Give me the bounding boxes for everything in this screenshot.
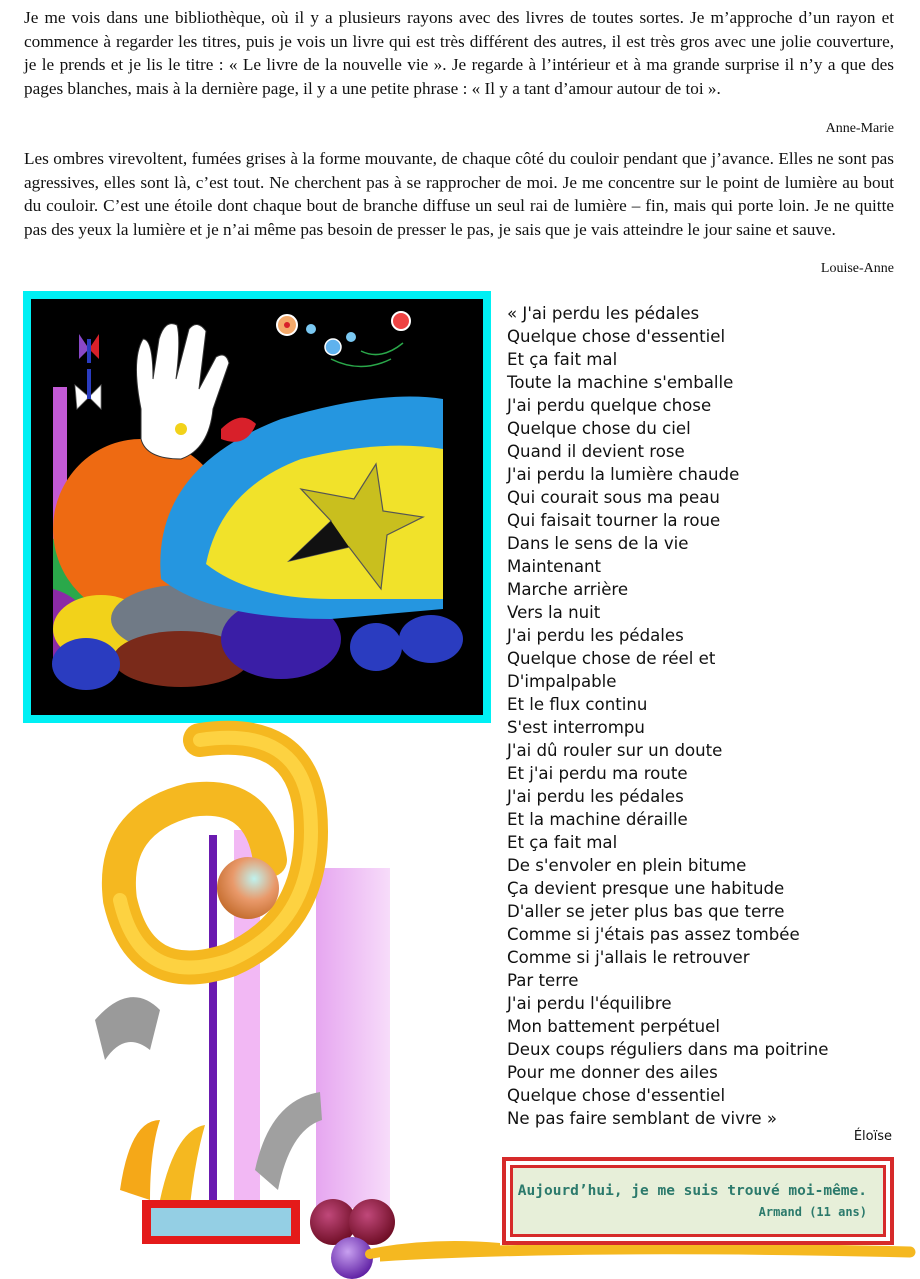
poem-line: Et ça fait mal bbox=[507, 833, 618, 852]
poem-line: J'ai perdu les pédales bbox=[507, 787, 684, 806]
prose-author-1: Anne-Marie bbox=[825, 121, 894, 136]
poem-line: Toute la machine s'emballe bbox=[507, 373, 734, 392]
poem-line: Et ça fait mal bbox=[507, 350, 618, 369]
poem-line: De s'envoler en plein bitume bbox=[507, 856, 747, 875]
poem-line: Et le flux continu bbox=[507, 695, 648, 714]
purple-rod bbox=[209, 835, 217, 1215]
quote-box bbox=[502, 1157, 894, 1245]
poem-line: Qui faisait tourner la roue bbox=[507, 511, 721, 530]
artwork-frame bbox=[23, 291, 491, 723]
quote-text: Aujourd’hui, je me suis trouvé moi-même. bbox=[517, 1183, 867, 1199]
poem-line: « J'ai perdu les pédales bbox=[507, 304, 700, 323]
poem-line: D'impalpable bbox=[507, 672, 617, 691]
painting-image bbox=[31, 299, 483, 715]
poem-line: J'ai perdu la lumière chaude bbox=[507, 465, 740, 484]
prose-paragraph-2: Les ombres virevoltent, fumées grises à la forme mouvante, de chaque côté du couloir pendant que j’avance. Elles ne sont pas agressives, elles sont là, c’est tout. Ne cherchent pas à se rapprocher de moi. Je me concentre sur le point de lumière au bout du couloir. C’est une étoile dont chaque bout de branche diffuse un seul rai de lumière – fin, mais qui porte loin. Je ne quitte pas des yeux la lumière et je n’ai même pas besoin de presser le pas, je sais que je vais atteindre le jour saine et sauve. bbox=[24, 149, 894, 239]
poem-line: Ne pas faire semblant de vivre » bbox=[507, 1109, 778, 1128]
poem-line: Quand il devient rose bbox=[507, 442, 685, 461]
poem-line: Quelque chose d'essentiel bbox=[507, 1086, 726, 1105]
purple-sphere bbox=[331, 1237, 373, 1279]
grey-ribbon-right bbox=[255, 1092, 322, 1190]
poem-author: Éloïse bbox=[853, 1129, 892, 1144]
poem-line: Quelque chose de réel et bbox=[507, 649, 716, 668]
poem-line: Qui courait sous ma peau bbox=[507, 488, 720, 507]
poem-line: Et la machine déraille bbox=[507, 810, 688, 829]
pink-pillar-right bbox=[316, 868, 390, 1208]
poem-line: Dans le sens de la vie bbox=[507, 534, 689, 553]
poem-line: J'ai perdu l'équilibre bbox=[507, 994, 672, 1013]
poem-line: Quelque chose du ciel bbox=[507, 419, 691, 438]
artwork-canvas bbox=[31, 299, 483, 715]
poem-line: Et j'ai perdu ma route bbox=[507, 764, 688, 783]
prose-author-2: Louise-Anne bbox=[820, 261, 894, 276]
poem-line: D'aller se jeter plus bas que terre bbox=[507, 902, 785, 921]
poem-line: Comme si j'étais pas assez tombée bbox=[507, 925, 800, 944]
decorative-illustration bbox=[0, 720, 500, 1279]
grey-ribbon-left bbox=[95, 997, 160, 1060]
quote-author: Armand (11 ans) bbox=[758, 1205, 867, 1219]
poem-line: Mon battement perpétuel bbox=[507, 1017, 721, 1036]
poem bbox=[507, 302, 897, 1130]
poem-line: Par terre bbox=[507, 971, 579, 990]
poem-line: Maintenant bbox=[507, 557, 602, 576]
poem-line: Marche arrière bbox=[507, 580, 629, 599]
poem-line: Pour me donner des ailes bbox=[507, 1063, 718, 1082]
poem-line: Comme si j'allais le retrouver bbox=[507, 948, 750, 967]
poem-line: Deux coups réguliers dans ma poitrine bbox=[507, 1040, 829, 1059]
poem-line: J'ai perdu quelque chose bbox=[507, 396, 712, 415]
poem-line: J'ai dû rouler sur un doute bbox=[507, 741, 723, 760]
poem-line: S'est interrompu bbox=[507, 718, 645, 737]
poem-line: J'ai perdu les pédales bbox=[507, 626, 684, 645]
poem-line: Ça devient presque une habitude bbox=[507, 879, 785, 898]
poem-line: Quelque chose d'essentiel bbox=[507, 327, 726, 346]
poem-line: Vers la nuit bbox=[507, 603, 601, 622]
prose-paragraph-1: Je me vois dans une bibliothèque, où il y a plusieurs rayons avec des livres de toutes sortes. Je m’approche d’un rayon et commence à regarder les titres, puis je vois un livre qui est très différent des autres, il est très gros avec une jolie couverture, je le prends et je lis le titre : « Le livre de la nouvelle vie ». Je regarde à l’intérieur et à ma grande surprise il n’y a que des pages blanches, mais à la dernière page, il y a une petite phrase : « Il y a tant d’amour autour de toi ». bbox=[24, 8, 894, 98]
orange-ball bbox=[217, 857, 279, 919]
